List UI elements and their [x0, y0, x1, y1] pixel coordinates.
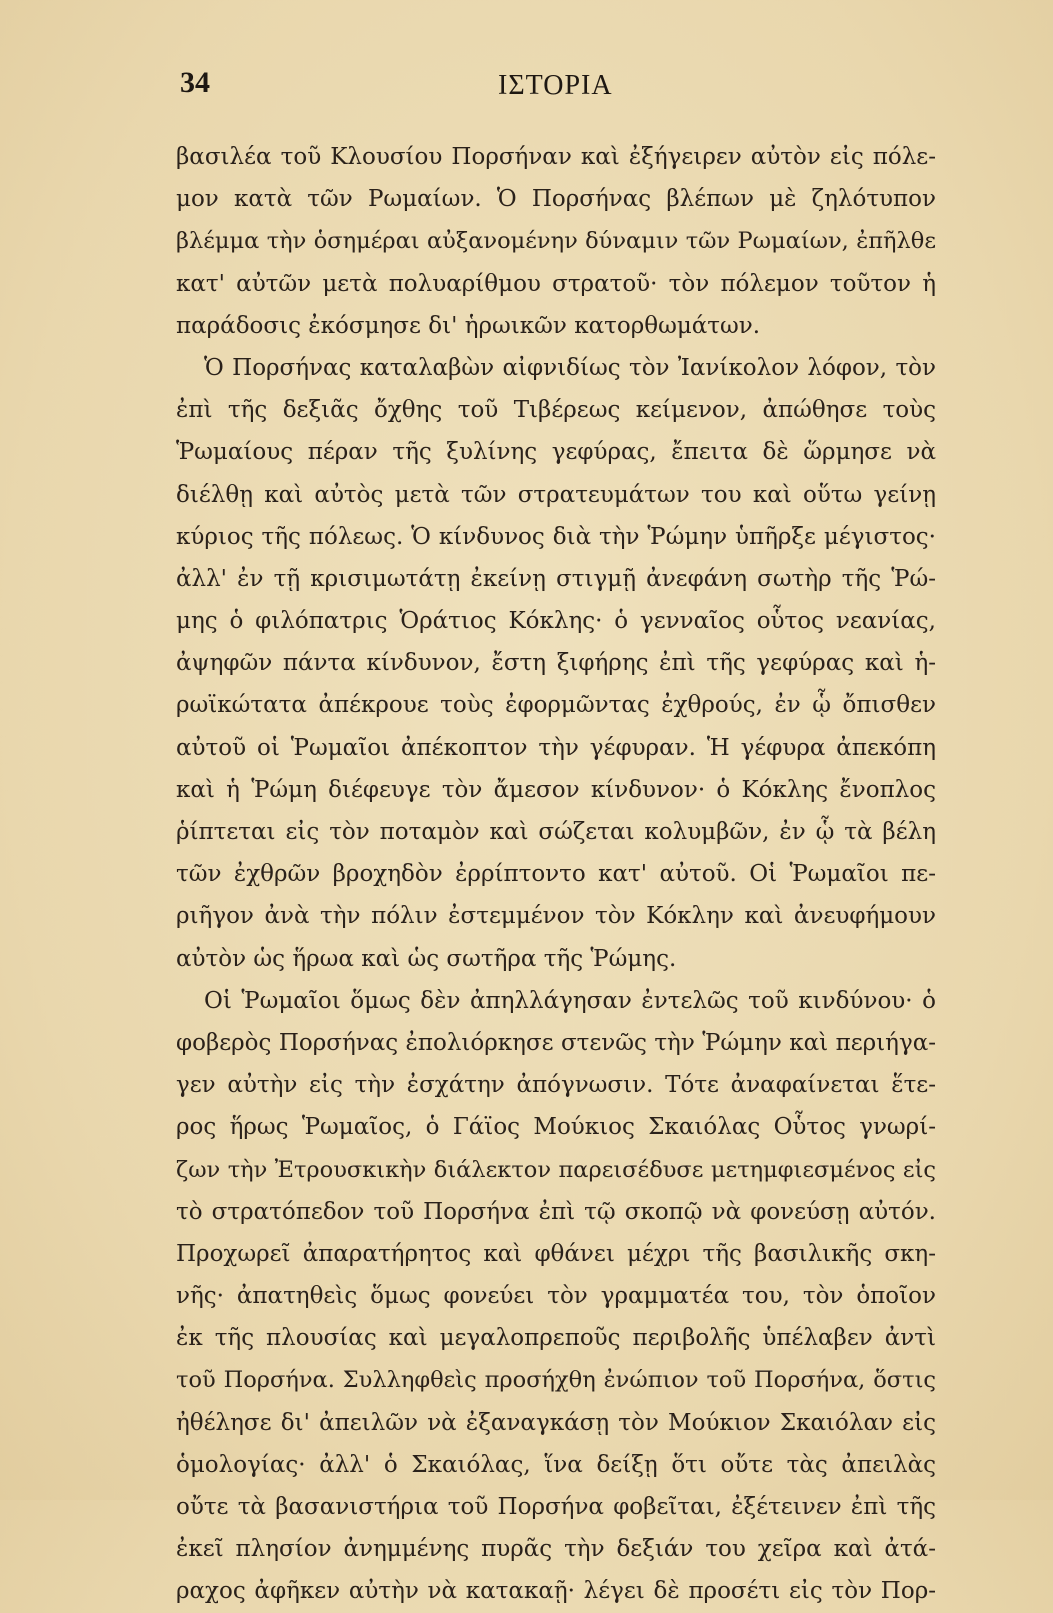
text-line — [176, 895, 936, 937]
text-line-content: Προχωρεῖ ἀπαρατήρητος καὶ φθάνει μέχρι τῆς βασιλικῆς σκη- — [176, 1240, 936, 1267]
text-line-content: κύριος τῆς πόλεως. Ὁ κίνδυνος διὰ τὴν Ῥώμην ὑπῆρξε μέγιστος· — [176, 523, 936, 550]
text-line — [176, 1106, 936, 1148]
text-line — [176, 727, 936, 769]
text-line-content: τὸ στρατόπεδον τοῦ Πορσήνα ἐπὶ τῷ σκοπῷ νὰ φονεύσῃ αὐτόν. — [176, 1198, 936, 1225]
text-line-content: ἀλλ' ἐν τῇ κρισιμωτάτῃ ἐκείνῃ στιγμῇ ἀνεφάνη σωτὴρ τῆς Ῥώ- — [176, 565, 936, 592]
text-line-content: νῆς· ἀπατηθεὶς ὅμως φονεύει τὸν γραμματέα του, τὸν ὁποῖον — [176, 1283, 936, 1310]
text-line-content: ραχος ἀφῆκεν αὐτὴν νὰ κατακαῇ· λέγει δὲ προσέτι εἰς τὸν Πορ- — [176, 1578, 936, 1605]
text-line-content: ἐπὶ τῆς δεξιᾶς ὄχθης τοῦ Τιβέρεως κείμενον, ἀπώθησε τοὺς — [176, 397, 936, 424]
text-line-content: ἐκ τῆς πλουσίας καὶ μεγαλοπρεποῦς περιβολῆς ὑπέλαβεν ἀντὶ — [176, 1325, 936, 1352]
text-line-content: ρος ἥρως Ῥωμαῖος, ὁ Γάϊος Μούκιος Σκαιόλας Οὗτος γνωρί- — [176, 1114, 936, 1141]
text-line-content: Ῥωμαίους πέραν τῆς ξυλίνης γεφύρας, ἔπειτα δὲ ὥρμησε νὰ — [176, 439, 936, 466]
text-line-content: καὶ ἡ Ῥώμη διέφευγε τὸν ἄμεσον κίνδυνον· ὁ Κόκλης ἔνοπλος — [176, 776, 936, 803]
page-number: 34 — [180, 66, 210, 99]
text-line-content: Ὁ Πορσήνας καταλαβὼν αἰφνιδίως τὸν Ἰανίκολον λόφον, τὸν — [204, 354, 936, 381]
text-line — [176, 1233, 936, 1275]
text-line-content: ζων τὴν Ἐτρουσκικὴν διάλεκτον παρεισέδυσε μετημφιεσμένος εἰς — [176, 1156, 936, 1183]
text-line — [176, 220, 936, 262]
text-line — [176, 263, 936, 305]
text-line-content: μης ὁ φιλόπατρις Ὁράτιος Κόκλης· ὁ γενναῖος οὗτος νεανίας, — [176, 608, 936, 635]
text-line — [176, 811, 936, 853]
text-line — [176, 853, 936, 895]
text-line-content: Οἱ Ῥωμαῖοι ὅμως δὲν ἀπηλλάγησαν ἐντελῶς τοῦ κινδύνου· ὁ — [204, 987, 936, 1014]
text-line-content: φοβερὸς Πορσήνας ἐπολιόρκησε στενῶς τὴν Ῥώμην καὶ περιήγα- — [176, 1029, 936, 1056]
text-line — [176, 347, 936, 389]
text-line — [176, 1402, 936, 1444]
text-line-content: ἐκεῖ πλησίον ἀνημμένης πυρᾶς τὴν δεξιάν του χεῖρα καὶ ἀτά- — [176, 1536, 936, 1563]
text-line — [176, 1064, 936, 1106]
text-line — [176, 642, 936, 684]
text-line-content: τοῦ Πορσήνα. Συλληφθεὶς προσήχθη ἐνώπιον τοῦ Πορσήνα, ὅστις — [176, 1367, 936, 1394]
text-line-content: ρωϊκώτατα ἀπέκρουε τοὺς ἐφορμῶντας ἐχθρούς, ἐν ᾧ ὄπισθεν — [176, 692, 936, 719]
text-line — [176, 1191, 936, 1233]
text-line — [176, 305, 936, 347]
text-line — [176, 1022, 936, 1064]
text-line — [176, 1486, 936, 1528]
text-line — [176, 1275, 936, 1317]
text-line-content: αὐτὸν ὡς ἥρωα καὶ ὡς σωτῆρα τῆς Ῥώμης. — [176, 945, 677, 972]
text-line — [176, 178, 936, 220]
page-header — [180, 66, 940, 106]
text-line — [176, 980, 936, 1022]
text-line-content: κατ' αὐτῶν μετὰ πολυαρίθμου στρατοῦ· τὸν πόλεμον τοῦτον ἡ — [176, 270, 936, 297]
body-text — [176, 136, 936, 1613]
text-line-content: παράδοσις ἐκόσμησε δι' ἡρωικῶν κατορθωμάτων. — [176, 312, 761, 339]
text-line-content: αὐτοῦ οἱ Ῥωμαῖοι ἀπέκοπτον τὴν γέφυραν. Ἡ γέφυρα ἀπεκόπη — [176, 734, 936, 761]
text-line — [176, 1528, 936, 1570]
text-line — [176, 1149, 936, 1191]
text-line — [176, 1570, 936, 1612]
text-line-content: ριῆγον ἀνὰ τὴν πόλιν ἐστεμμένον τὸν Κόκλην καὶ ἀνευφήμουν — [176, 903, 936, 930]
text-line — [176, 389, 936, 431]
text-line-content: βλέμμα τὴν ὁσημέραι αὐξανομένην δύναμιν τῶν Ρωμαίων, ἐπῆλθε — [176, 228, 936, 255]
text-line-content: μον κατὰ τῶν Ρωμαίων. Ὁ Πορσήνας βλέπων μὲ ζηλότυπον — [176, 186, 936, 213]
text-line — [176, 600, 936, 642]
text-line-content: ἠθέλησε δι' ἀπειλῶν νὰ ἐξαναγκάσῃ τὸν Μούκιον Σκαιόλαν εἰς — [176, 1409, 936, 1436]
text-line — [176, 1444, 936, 1486]
text-line-content: ῥίπτεται εἰς τὸν ποταμὸν καὶ σώζεται κολυμβῶν, ἐν ᾧ τὰ βέλη — [176, 819, 936, 845]
text-line — [176, 769, 936, 811]
text-line-content: διέλθῃ καὶ αὐτὸς μετὰ τῶν στρατευμάτων του καὶ οὕτω γείνῃ — [176, 481, 936, 508]
text-line — [176, 1359, 936, 1401]
text-line — [176, 684, 936, 726]
text-line-content: βασιλέα τοῦ Κλουσίου Πορσήναν καὶ ἐξήγειρεν αὐτὸν εἰς πόλε- — [176, 144, 936, 170]
text-line-content: οὔτε τὰ βασανιστήρια τοῦ Πορσήνα φοβεῖται, ἐξέτεινεν ἐπὶ τῆς — [176, 1494, 936, 1520]
text-line — [176, 558, 936, 600]
text-line-content: τῶν ἐχθρῶν βροχηδὸν ἐρρίπτοντο κατ' αὐτοῦ. Οἱ Ῥωμαῖοι πε- — [176, 861, 936, 888]
text-line — [176, 938, 936, 980]
text-line — [176, 431, 936, 473]
text-line — [176, 474, 936, 516]
text-line-content: ἀψηφῶν πάντα κίνδυνον, ἔστη ξιφήρης ἐπὶ τῆς γεφύρας καὶ ἡ- — [176, 650, 936, 677]
text-line — [176, 136, 936, 178]
text-line-content: γεν αὐτὴν εἰς τὴν ἐσχάτην ἀπόγνωσιν. Τότε ἀναφαίνεται ἕτε- — [176, 1072, 936, 1099]
text-line — [176, 1317, 936, 1359]
running-title: ΙΣΤΟΡΙΑ — [498, 70, 613, 101]
text-line-content: ὁμολογίας· ἀλλ' ὁ Σκαιόλας, ἵνα δείξῃ ὅτι οὔτε τὰς ἀπειλὰς — [176, 1451, 936, 1478]
text-line — [176, 516, 936, 558]
